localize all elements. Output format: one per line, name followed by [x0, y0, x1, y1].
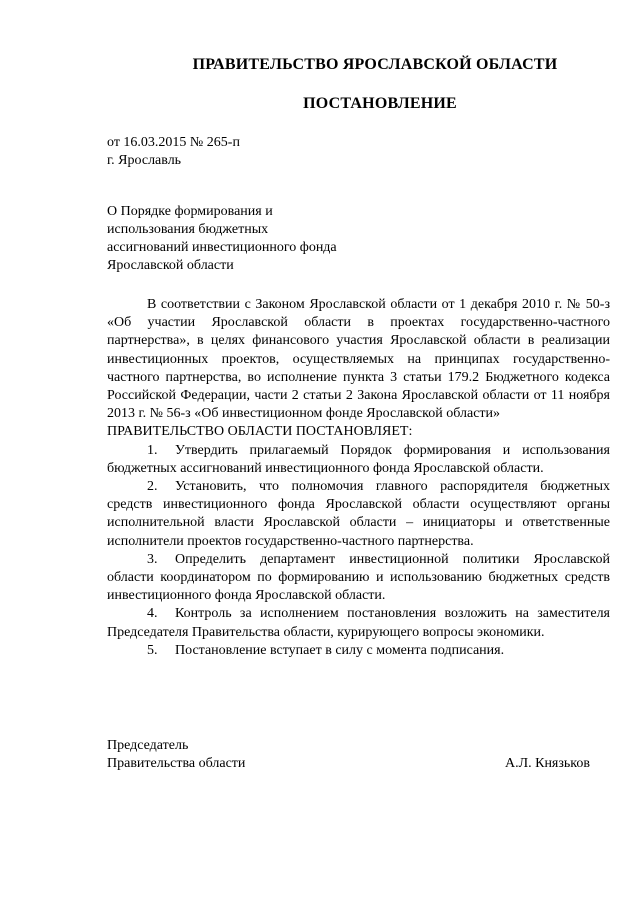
list-item	[107, 478, 610, 551]
item-text: Контроль за исполнением постановления возложить на заместителя Председателя Правительства области, курирующего вопросы экономики.	[107, 606, 610, 640]
item-number: 2.	[147, 479, 158, 495]
document-subject: О Порядке формирования и использования бюджетных ассигнований инвестиционного фонда Ярославской области	[107, 204, 337, 273]
document-type: ПОСТАНОВЛЕНИЕ	[303, 95, 457, 112]
list-item	[107, 551, 610, 606]
item-number: 4.	[147, 606, 158, 622]
item-text: Определить департамент инвестиционной политики Ярославской области координатором по формированию и использованию бюджетных средств инвестиционного фонда Ярославской области.	[107, 551, 610, 604]
signature-block	[107, 737, 590, 773]
preamble: В соответствии с Законом Ярославской области от 1 декабря 2010 г. № 50-з «Об участии Ярославской области в проектах государственно-частного партнерства», в целях финансового участия Ярославской области в реализации инвестиционных проектов, осуществляемых на принципах государственно-частного партнерства, во исполнение пункта 3 статьи 179.2 Бюджетного кодекса Российской Федерации, части 2 статьи 2 Закона Ярославской области от 11 ноября 2013 г. № 56-з «Об инвестиционном фонде Ярославской области»	[107, 297, 610, 422]
item-text: Утвердить прилагаемый Порядок формирования и использования бюджетных ассигнований инвестиционного фонда Ярославской области.	[107, 442, 610, 476]
signer-title-line1: Председатель	[107, 738, 189, 753]
organization-title: ПРАВИТЕЛЬСТВО ЯРОСЛАВСКОЙ ОБЛАСТИ	[192, 56, 558, 73]
list-item	[107, 605, 610, 641]
signer-name: А.Л. Князьков	[505, 756, 590, 771]
list-item	[107, 642, 610, 660]
document-meta	[107, 134, 240, 170]
item-number: 3.	[147, 551, 158, 567]
list-item	[107, 442, 610, 478]
item-text: Постановление вступает в силу с момента подписания.	[175, 642, 505, 658]
document-body	[107, 296, 610, 660]
city: г. Ярославль	[107, 153, 182, 168]
item-number: 1.	[147, 442, 158, 458]
date-number: от 16.03.2015 № 265-п	[107, 135, 240, 150]
decree-line: ПРАВИТЕЛЬСТВО ОБЛАСТИ ПОСТАНОВЛЯЕТ:	[107, 424, 413, 440]
signer-title-line2: Правительства области	[107, 756, 246, 771]
item-text: Установить, что полномочия главного распорядителя бюджетных средств инвестиционного фонда Ярославской области осуществляют органы исполнительной власти Ярославской области – инициаторы и ответственные исполнители проектов государственно-частного партнерства.	[107, 479, 610, 549]
item-number: 5.	[147, 642, 158, 658]
